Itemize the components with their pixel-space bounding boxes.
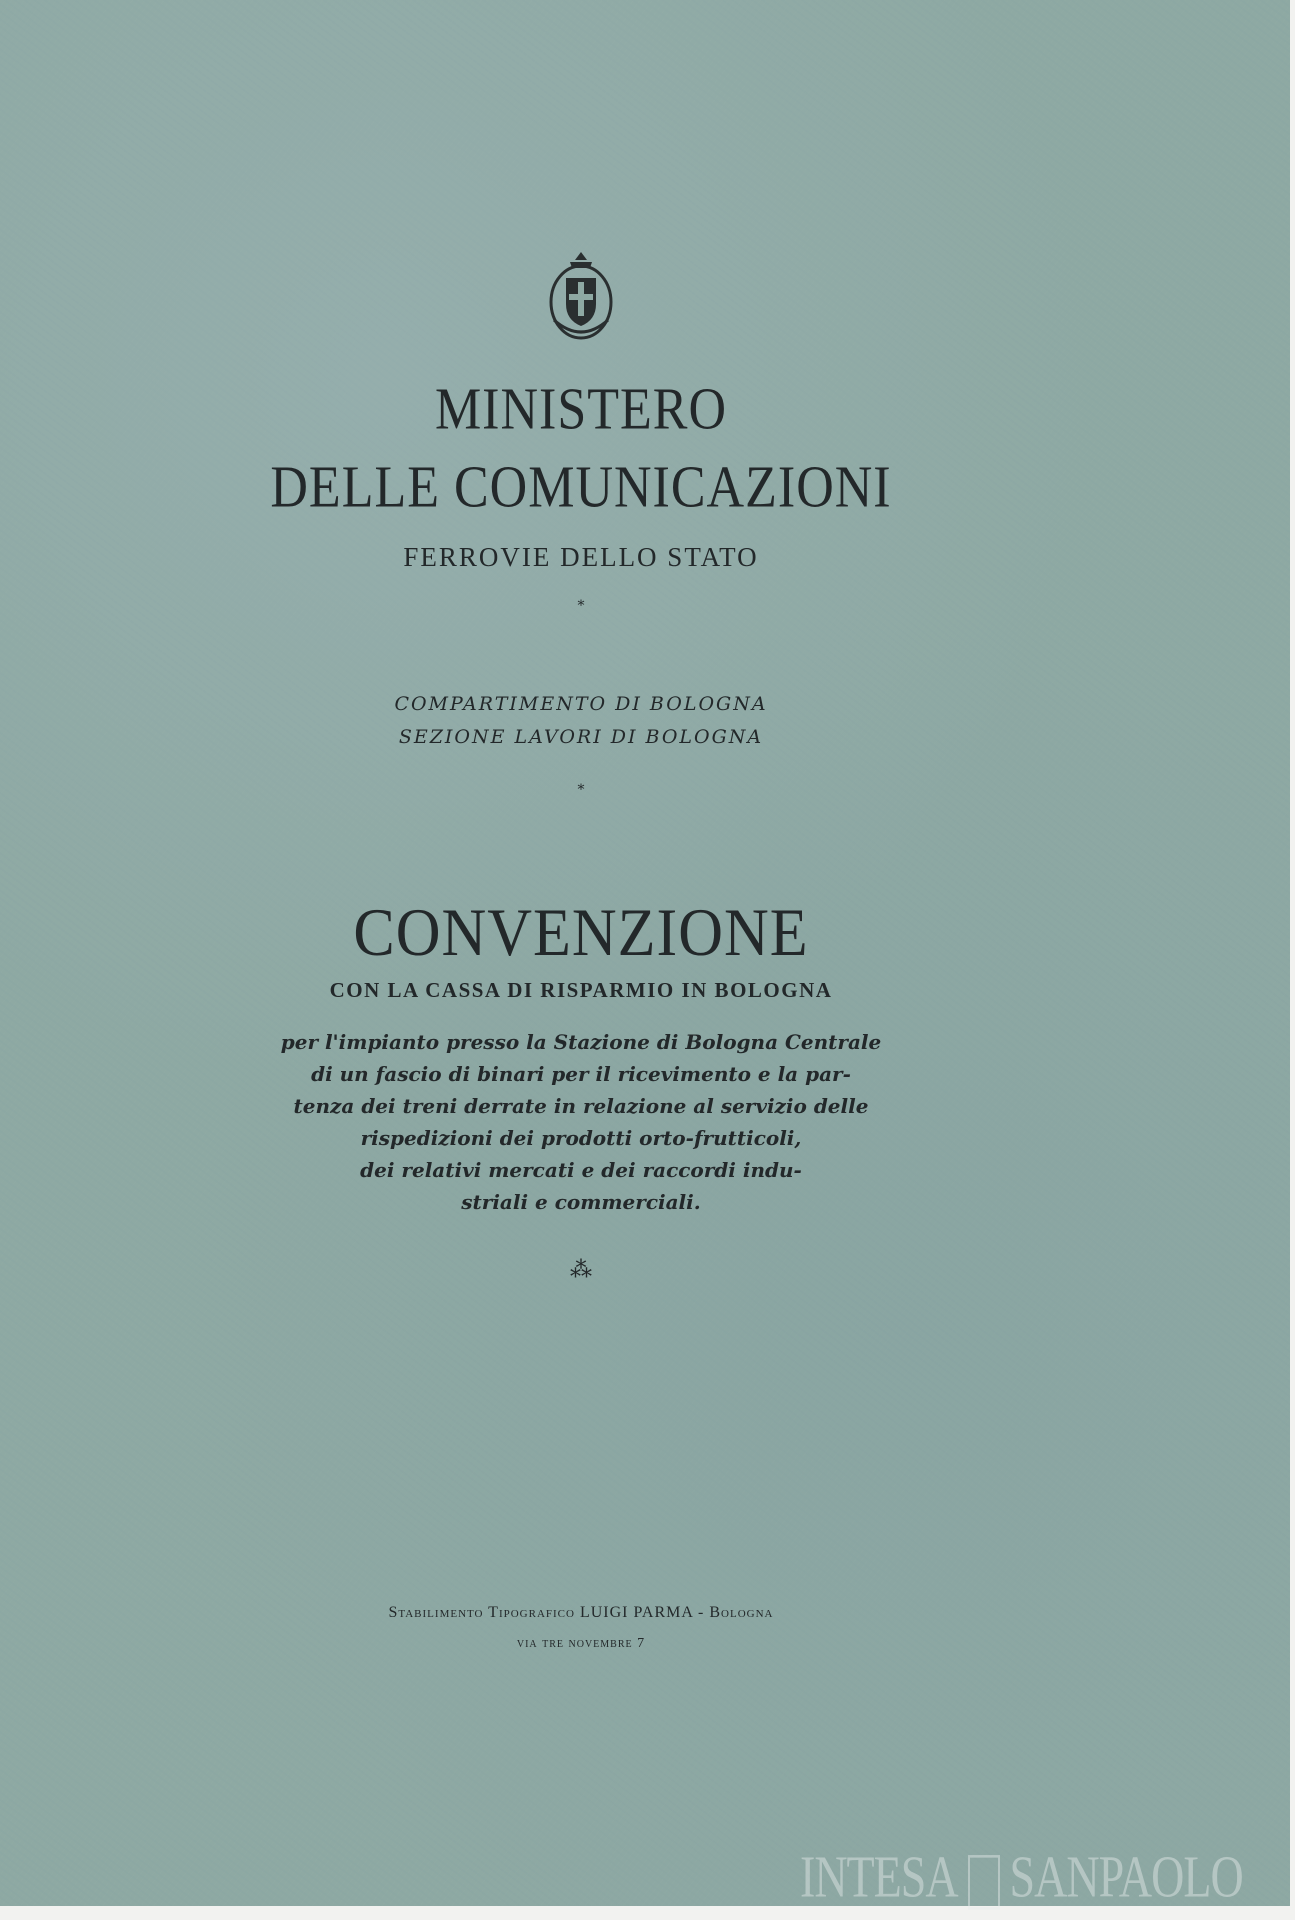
coat-of-arms-icon <box>546 250 616 344</box>
asterism-divider: ⁂ <box>570 1258 592 1283</box>
convenzione-subtitle: CON LA CASSA DI RISPARMIO IN BOLOGNA <box>329 978 833 1002</box>
star-divider: * <box>577 598 585 614</box>
description-line: rispedizioni dei prodotti orto-frutticoli, <box>360 1126 802 1150</box>
watermark-right: SANPAOLO <box>1009 1843 1243 1910</box>
watermark <box>800 1842 1243 1911</box>
convenzione-title: CONVENZIONE <box>353 895 809 971</box>
star-divider: * <box>577 782 585 798</box>
ferrovie-subtitle: FERROVIE DELLO STATO <box>403 542 759 572</box>
compartimento-line: COMPARTIMENTO DI BOLOGNA <box>394 693 768 715</box>
printer-line: Stabilimento Tipografico LUIGI PARMA - Bologna <box>388 1604 774 1621</box>
sezione-line: SEZIONE LAVORI DI BOLOGNA <box>398 726 764 748</box>
printer-address: via tre novembre 7 <box>516 1636 646 1651</box>
description-line: di un fascio di binari per il ricevimento e la par- <box>311 1062 851 1086</box>
watermark-left: INTESA <box>800 1843 958 1910</box>
ministry-title-line2: DELLE COMUNICAZIONI <box>270 454 892 521</box>
description-line: tenza dei treni derrate in relazione al servizio delle <box>293 1094 869 1118</box>
description-line: dei relativi mercati e dei raccordi indu- <box>360 1158 802 1182</box>
description-line: per l'impianto presso la Stazione di Bologna Centrale <box>280 1030 882 1054</box>
watermark-logo-icon <box>968 1856 1000 1911</box>
description-line: striali e commerciali. <box>461 1190 701 1214</box>
ministry-title-line1: MINISTERO <box>434 376 728 443</box>
